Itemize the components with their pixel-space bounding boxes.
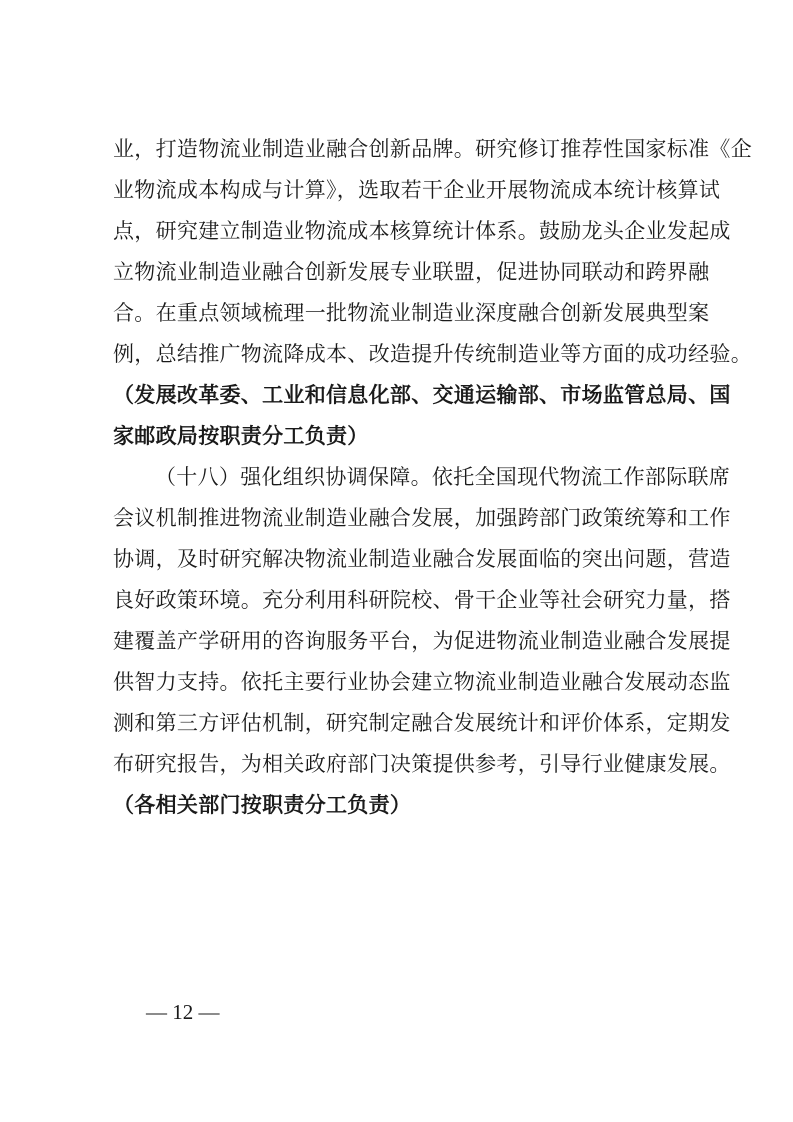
paragraph-line: 例，总结推广物流降成本、改造提升传统制造业等方面的成功经验。 — [113, 342, 752, 366]
paragraph-line: 良好政策环境。充分利用科研院校、骨干企业等社会研究力量，搭 — [113, 588, 731, 612]
paragraph-line: 建覆盖产学研用的咨询服务平台，为促进物流业制造业融合发展提 — [113, 629, 731, 653]
paragraph-line: 业物流成本构成与计算》，选取若干企业开展物流成本统计核算试 — [113, 178, 721, 202]
paragraph-line: 布研究报告，为相关政府部门决策提供参考，引导行业健康发展。 — [113, 752, 731, 776]
page-number: — 12 — — [146, 1000, 220, 1024]
paragraph-line: 测和第三方评估机制，研究制定融合发展统计和评价体系，定期发 — [113, 711, 731, 735]
responsibility-note-line: 家邮政局按职责分工负责） — [113, 423, 369, 448]
paragraph-line: 协调，及时研究解决物流业制造业融合发展面临的突出问题，营造 — [113, 547, 731, 571]
paragraph-line: 供智力支持。依托主要行业协会建立物流业制造业融合发展动态监 — [113, 670, 731, 694]
paragraph-line: 立物流业制造业融合创新发展专业联盟，促进协同联动和跨界融 — [113, 260, 710, 284]
section-heading-line: （十八）强化组织协调保障。依托全国现代物流工作部际联席 — [155, 465, 731, 489]
paragraph-line: 会议机制推进物流业制造业融合发展，加强跨部门政策统筹和工作 — [113, 506, 731, 530]
responsibility-note-line: （各相关部门按职责分工负责） — [113, 792, 412, 817]
paragraph-line: 业，打造物流业制造业融合创新品牌。研究修订推荐性国家标准《企 — [113, 137, 752, 161]
paragraph-line: 点，研究建立制造业物流成本核算统计体系。鼓励龙头企业发起成 — [113, 219, 731, 243]
responsibility-note-line: （发展改革委、工业和信息化部、交通运输部、市场监管总局、国 — [113, 382, 731, 407]
paragraph-line: 合。在重点领域梳理一批物流业制造业深度融合创新发展典型案 — [113, 301, 710, 325]
